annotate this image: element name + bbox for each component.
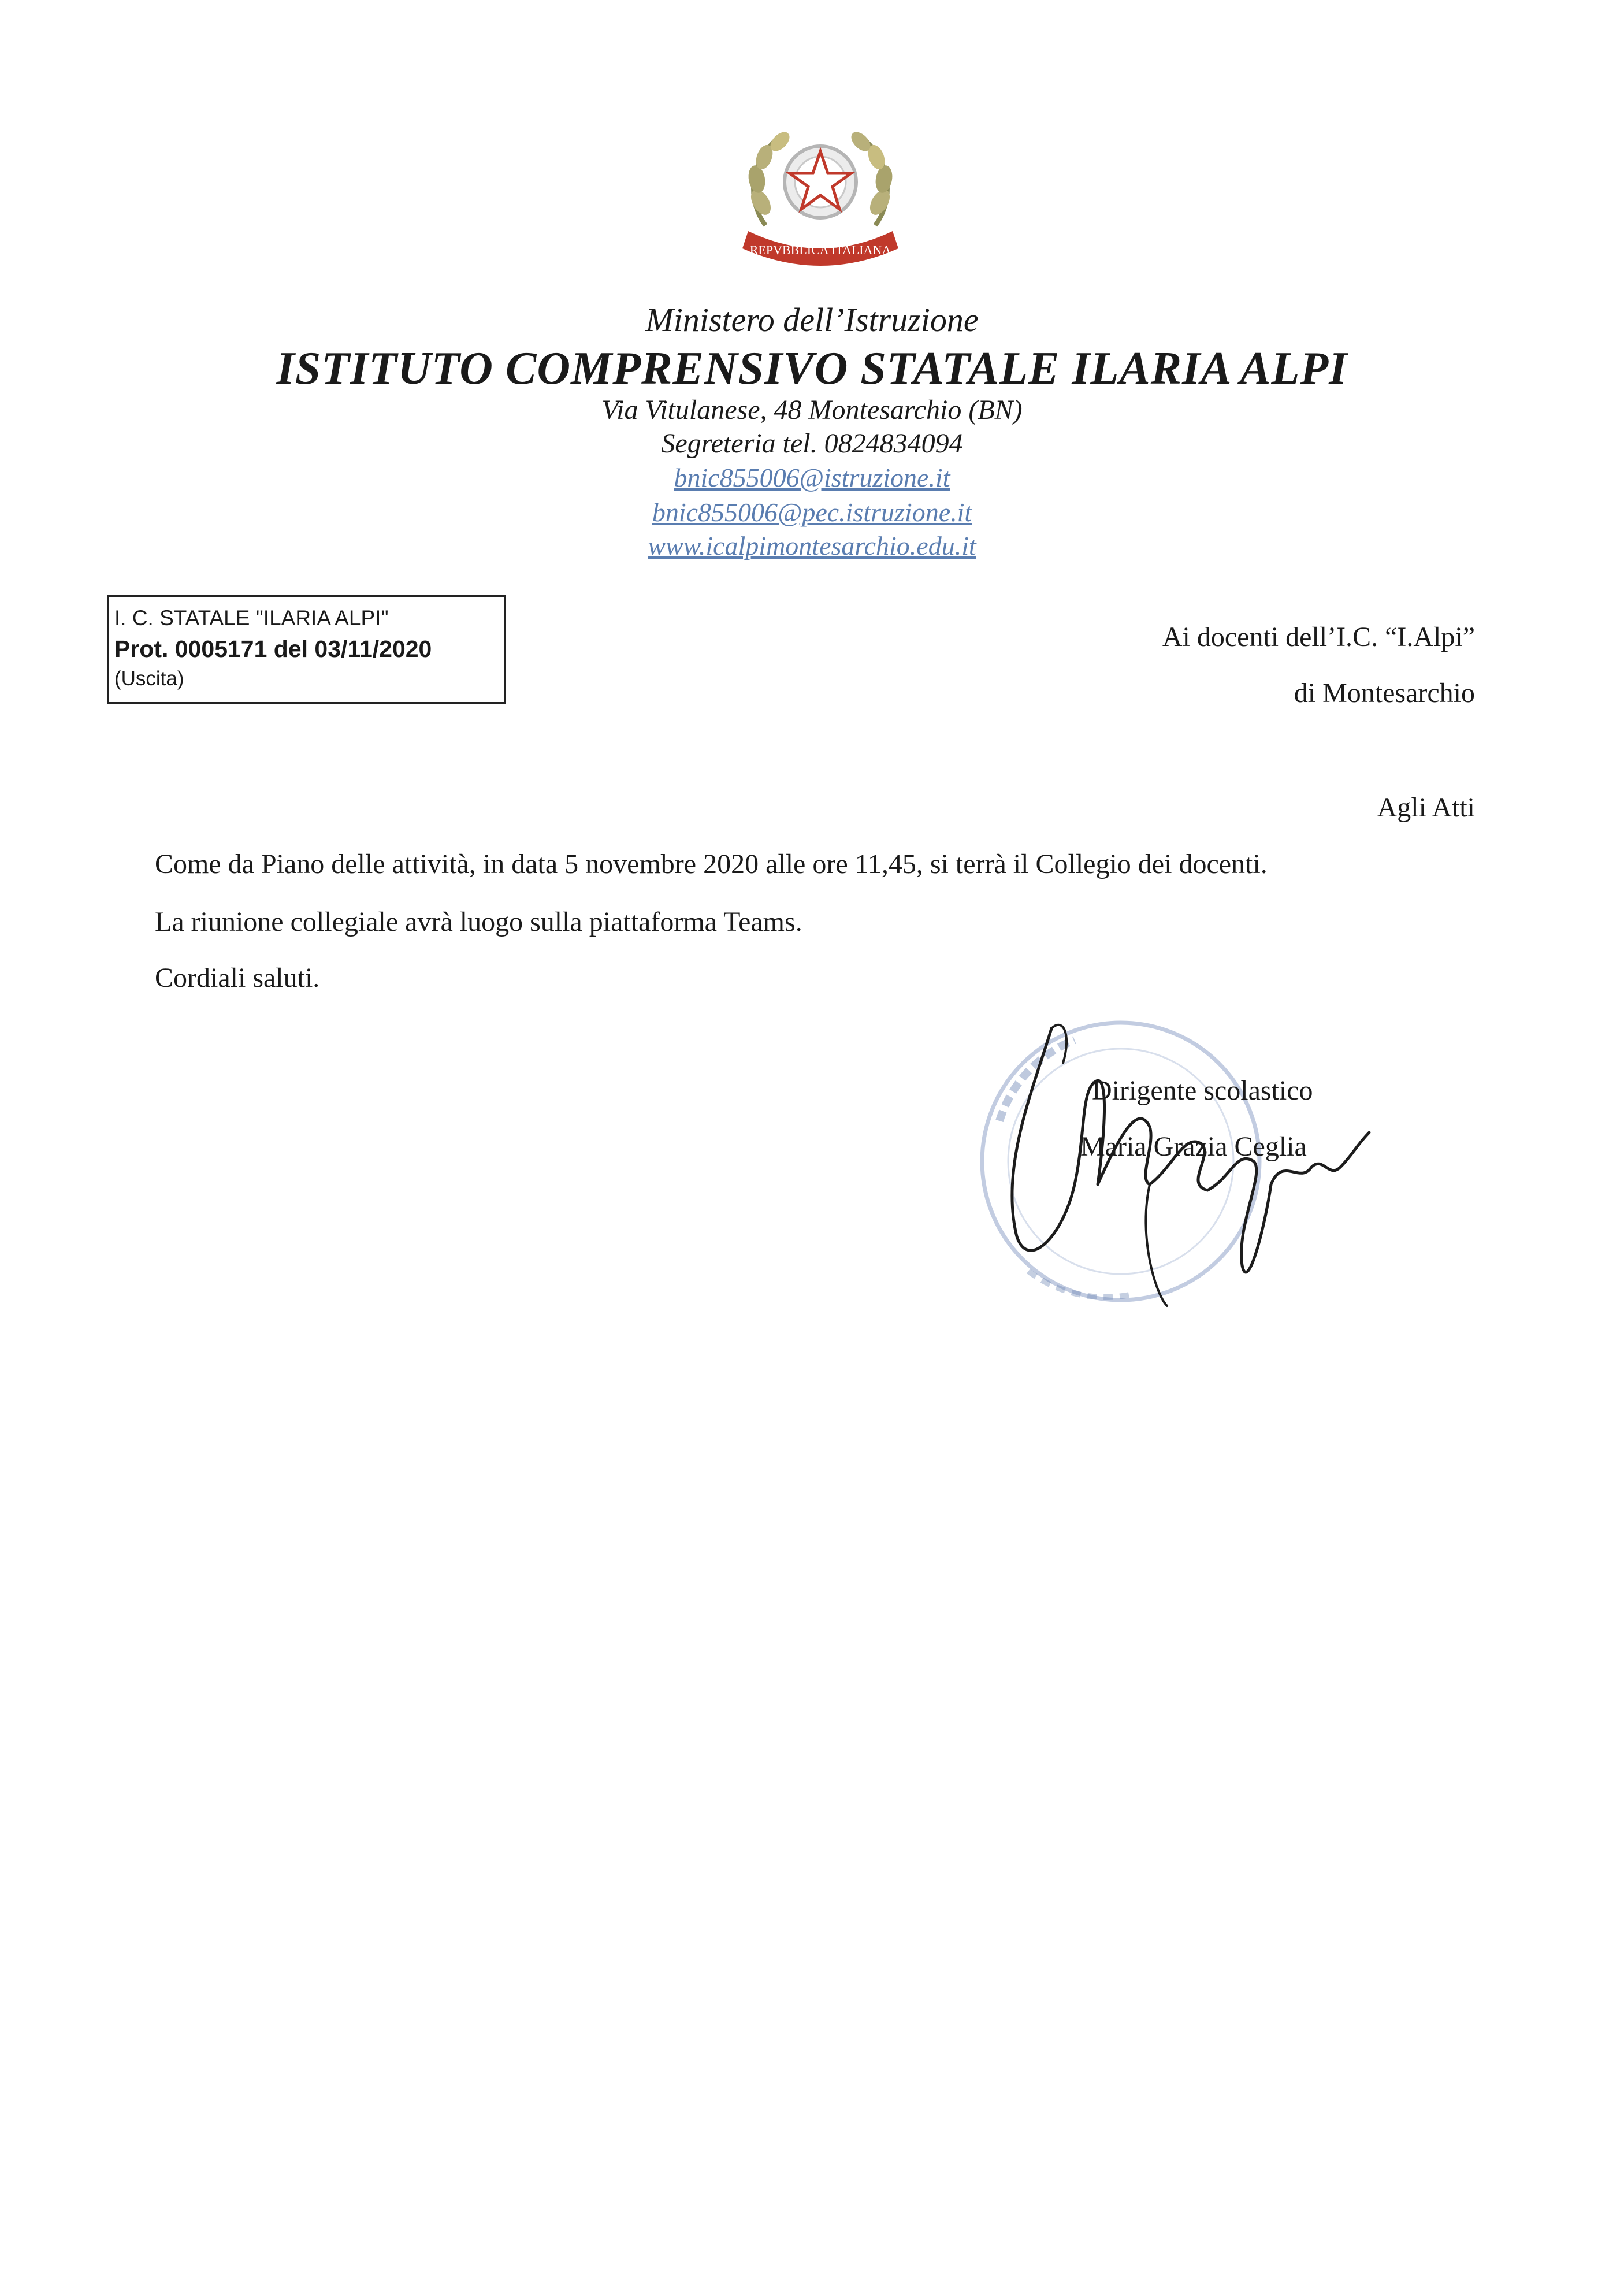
recipient-line-3: Agli Atti (1377, 792, 1475, 823)
protocol-direction: (Uscita) (114, 667, 184, 690)
pec-email-link[interactable]: bnic855006@pec.istruzione.it (652, 497, 972, 527)
ministry-name: Ministero dell’Istruzione (645, 301, 979, 339)
signatory-name: Maria Grazia Ceglia (1080, 1131, 1307, 1162)
email-link[interactable]: bnic855006@istruzione.it (674, 463, 950, 492)
body-paragraph-2: La riunione collegiale avrà luogo sulla piattaforma Teams. (155, 907, 802, 937)
protocol-number: Prot. 0005171 del 03/11/2020 (114, 636, 432, 662)
website-link[interactable]: www.icalpimontesarchio.edu.it (648, 531, 976, 560)
svg-text:REPVBBLICA ITALIANA: REPVBBLICA ITALIANA (749, 243, 891, 257)
pec-line (0, 497, 1624, 528)
body-paragraph-1: Come da Piano delle attività, in data 5 novembre 2020 alle ore 11,45, si terrà il Collegio dei docenti. (155, 849, 1268, 879)
republic-emblem-icon (725, 116, 916, 266)
school-address: Via Vitulanese, 48 Montesarchio (BN) (601, 395, 1023, 425)
closing-text: Cordiali saluti. (155, 963, 320, 993)
recipient-line-1: Ai docenti dell’I.C. “I.Alpi” (1162, 622, 1475, 652)
signatory-title: Dirigente scolastico (1092, 1075, 1313, 1106)
protocol-box (107, 595, 506, 704)
email-line (0, 462, 1624, 493)
protocol-institute: I. C. STATALE "ILARIA ALPI" (114, 606, 389, 630)
recipient-line-2: di Montesarchio (1294, 678, 1475, 708)
school-phone: Segreteria tel. 0824834094 (661, 428, 963, 459)
website-line (0, 530, 1624, 561)
school-name: ISTITUTO COMPRENSIVO STATALE ILARIA ALPI (276, 343, 1348, 394)
handwritten-signature-icon (965, 994, 1381, 1317)
